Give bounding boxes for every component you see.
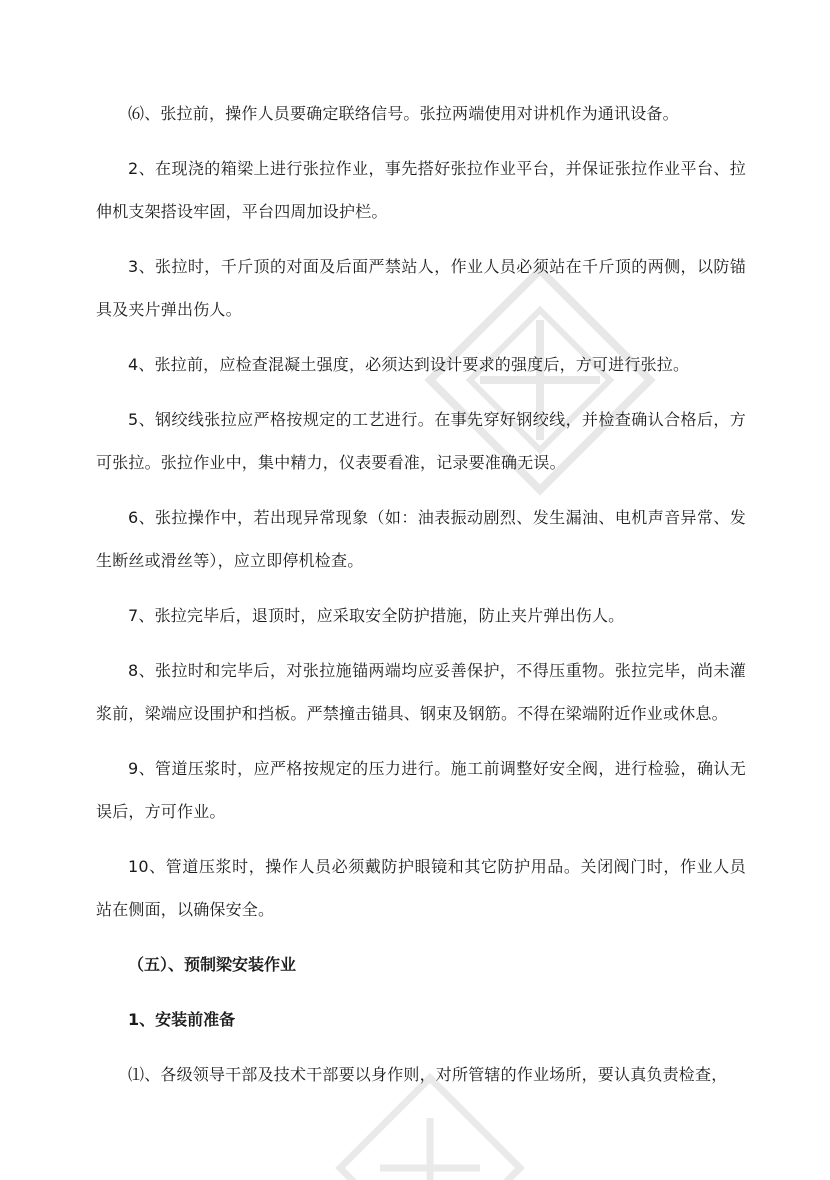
paragraph: 4、张拉前，应检查混凝土强度，必须达到设计要求的强度后，方可进行张拉。 (128, 355, 690, 374)
paragraph: 2、在现浇的箱梁上进行张拉作业，事先搭好张拉作业平台，并保证张拉作业平台、拉伸机支架搭设牢固，平台四周加设护栏。 (96, 159, 746, 221)
paragraph: 5、钢绞线张拉应严格按规定的工艺进行。在事先穿好钢绞线，并检查确认合格后，方可张拉。张拉作业中，集中精力，仪表要看准，记录要准确无误。 (96, 410, 746, 472)
paragraph: 6、张拉操作中，若出现异常现象（如：油表振动剧烈、发生漏油、电机声音异常、发生断丝或滑丝等），应立即停机检查。 (96, 508, 746, 570)
paragraph: 9、管道压浆时，应严格按规定的压力进行。施工前调整好安全阀，进行检验，确认无误后，方可作业。 (96, 759, 746, 821)
section-heading: （五）、预制梁安装作业 (128, 955, 297, 974)
paragraph: 7、张拉完毕后，退顶时，应采取安全防护措施，防止夹片弹出伤人。 (128, 606, 625, 625)
paragraph: 10、管道压浆时，操作人员必须戴防护眼镜和其它防护用品。关闭阀门时，作业人员站在侧面，以确保安全。 (96, 857, 746, 919)
document-body (96, 92, 746, 1108)
paragraph: ⑹、张拉前，操作人员要确定联络信号。张拉两端使用对讲机作为通讯设备。 (128, 104, 679, 123)
paragraph: 8、张拉时和完毕后，对张拉施锚两端均应妥善保护，不得压重物。张拉完毕，尚未灌浆前，梁端应设围护和挡板。严禁撞击锚具、钢束及钢筋。不得在梁端附近作业或休息。 (96, 661, 746, 723)
paragraph: ⑴、各级领导干部及技术干部要以身作则，对所管辖的作业场所，要认真负责检查， (128, 1065, 728, 1084)
subsection-heading: 1、安装前准备 (128, 1010, 236, 1029)
paragraph: 3、张拉时，千斤顶的对面及后面严禁站人，作业人员必须站在千斤顶的两侧，以防锚具及夹片弹出伤人。 (96, 257, 746, 319)
